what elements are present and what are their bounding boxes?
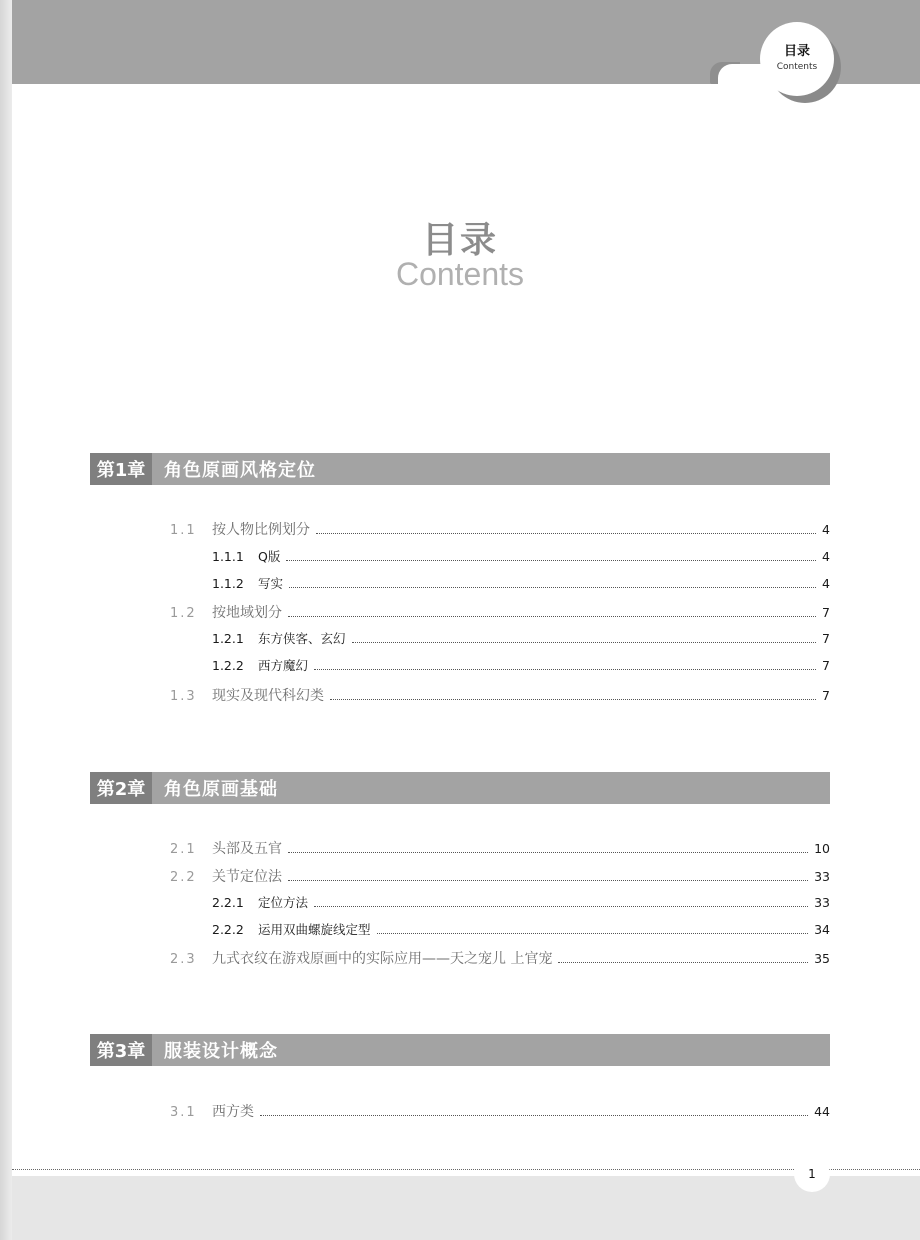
section-title: 西方类 (212, 1104, 254, 1120)
page-number: 44 (814, 1104, 830, 1119)
page-number: 33 (814, 895, 830, 910)
toc-entry[interactable] (170, 685, 830, 705)
page-title: 目录 (421, 220, 498, 261)
section-title: 九式衣纹在游戏原画中的实际应用——天之宠儿 上官宠 (212, 951, 553, 967)
section-number: 2.1 (170, 842, 197, 857)
page-subtitle: Contents (395, 256, 525, 292)
section-title: 写实 (258, 576, 284, 591)
section-number: 2.3 (170, 952, 197, 967)
toc-entry[interactable] (170, 602, 830, 622)
header-contents-tab (760, 22, 834, 96)
section-title: 头部及五官 (212, 841, 282, 857)
section-number: 1.1.2 (212, 576, 244, 591)
header-tab-subtitle: Contents (776, 62, 818, 72)
toc-entry[interactable] (170, 838, 830, 858)
toc-entry[interactable] (170, 519, 830, 539)
section-number: 2.2 (170, 870, 197, 885)
footer-page-number: 1 (794, 1156, 830, 1192)
section-number: 1.1 (170, 523, 197, 538)
chapter-number: 第2章 (90, 772, 152, 804)
dot-leader (289, 587, 816, 588)
dot-leader (314, 906, 808, 907)
section-title: Q版 (258, 549, 281, 564)
toc-entry[interactable] (212, 920, 830, 938)
page-edge-shadow (0, 0, 12, 1240)
page-number: 4 (822, 549, 830, 564)
page-number: 7 (822, 631, 830, 646)
section-number: 2.2.2 (212, 922, 244, 937)
toc-entry[interactable] (212, 547, 830, 565)
dot-leader (288, 852, 808, 853)
dot-leader (288, 616, 816, 617)
toc-entry[interactable] (212, 656, 830, 674)
chapter-title: 角色原画基础 (164, 779, 278, 800)
page-number: 4 (822, 522, 830, 537)
toc-entry[interactable] (212, 574, 830, 592)
section-number: 1.2.2 (212, 658, 244, 673)
section-title: 按地域划分 (212, 605, 282, 621)
section-number: 1.2.1 (212, 631, 244, 646)
page-number: 33 (814, 869, 830, 884)
section-title: 西方魔幻 (258, 658, 309, 673)
dot-leader (330, 699, 816, 700)
section-number: 1.2 (170, 606, 197, 621)
page-number: 7 (822, 605, 830, 620)
section-number: 1.3 (170, 689, 197, 704)
chapter-title: 服装设计概念 (164, 1041, 278, 1062)
dot-leader (352, 642, 817, 643)
header-tab-title: 目录 (783, 44, 810, 59)
chapter-number: 第3章 (90, 1034, 152, 1066)
page-number: 7 (822, 658, 830, 673)
chapter-heading-2 (90, 772, 830, 804)
chapter-heading-3 (90, 1034, 830, 1066)
section-number: 2.2.1 (212, 895, 244, 910)
footer-dotted-rule (12, 1169, 920, 1170)
section-title: 关节定位法 (212, 869, 282, 885)
section-title: 按人物比例划分 (212, 522, 310, 538)
dot-leader (377, 933, 809, 934)
section-title: 运用双曲螺旋线定型 (258, 922, 371, 937)
section-number: 3.1 (170, 1105, 197, 1120)
section-title: 东方侠客、玄幻 (258, 631, 346, 646)
page-number: 10 (814, 841, 830, 856)
dot-leader (314, 669, 816, 670)
page-number: 4 (822, 576, 830, 591)
section-title: 现实及现代科幻类 (212, 688, 324, 704)
chapter-heading-1 (90, 453, 830, 485)
page-number: 7 (822, 688, 830, 703)
toc-entry[interactable] (170, 1101, 830, 1121)
toc-entry[interactable] (212, 893, 830, 911)
dot-leader (286, 560, 816, 561)
page-number: 34 (814, 922, 830, 937)
dot-leader (288, 880, 808, 881)
dot-leader (558, 962, 808, 963)
chapter-title: 角色原画风格定位 (164, 460, 316, 481)
toc-entry[interactable] (170, 948, 830, 968)
dot-leader (316, 533, 816, 534)
toc-entry[interactable] (212, 629, 830, 647)
footer-band (12, 1176, 920, 1240)
section-number: 1.1.1 (212, 549, 244, 564)
toc-entry[interactable] (170, 866, 830, 886)
page-number: 35 (814, 951, 830, 966)
section-title: 定位方法 (258, 895, 309, 910)
dot-leader (260, 1115, 808, 1116)
chapter-number: 第1章 (90, 453, 152, 485)
